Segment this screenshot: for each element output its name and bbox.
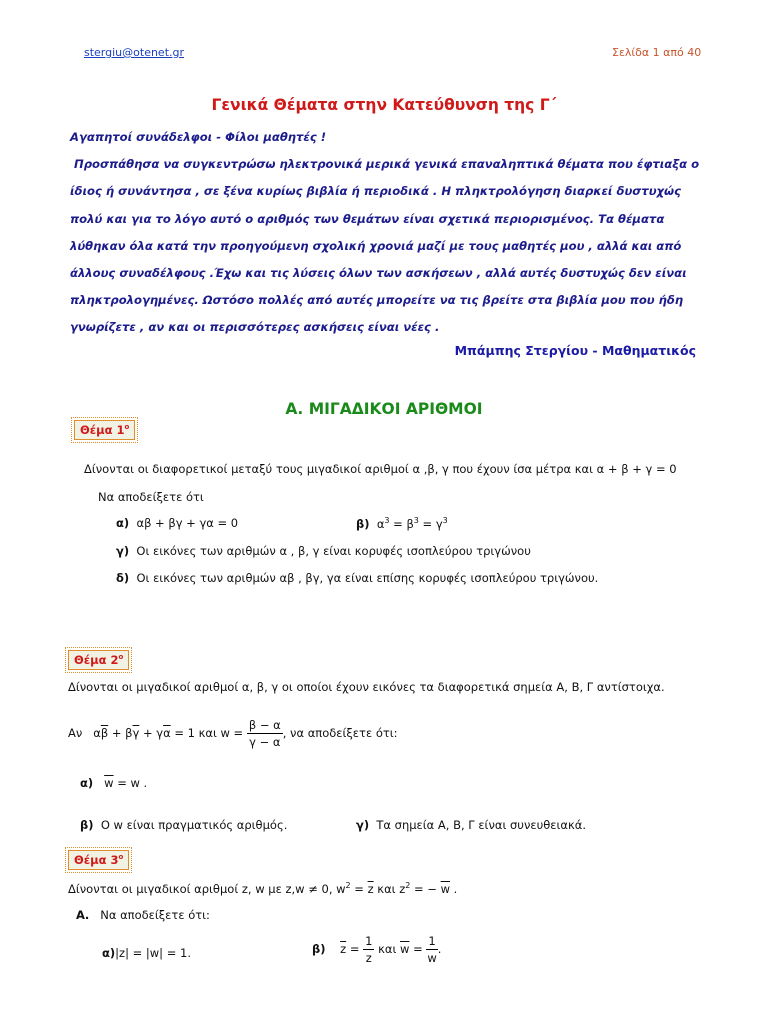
theme-3-label: Θέμα $3^o$ [68,850,129,870]
theme-3-statement: Δίνονται οι μιγαδικοί αριθμοί z, w με z,w ≠ 0, $w^2 = \overline{z}$ και $z^2$ = − $\overline{w}$ . [68,881,458,896]
theme-2-item-b: β) Ο w είναι πραγματικός αριθμός. [80,818,288,832]
theme-1-statement: Δίνονται οι διαφορετικοί μεταξύ τους μιγαδικοί αριθμοί α ,β, γ που έχουν ίσα μέτρα και α + β + γ = 0 [84,462,677,476]
section-title: Α. ΜΙΓΑΔΙΚΟΙ ΑΡΙΘΜΟΙ [285,400,483,418]
theme-1-item-g: γ) Οι εικόνες των αριθμών α , β, γ είναι κορυφές ισοπλεύρου τριγώνου [116,544,531,558]
intro-block [70,124,710,342]
theme-3-item-b: β) $\overline{z}$ = $\frac{1}{z}$ και $\overline{w}$ = $\frac{1}{w}$ . [312,934,442,965]
theme-2-label: Θέμα $2^o$ [68,650,129,670]
author-signature: Μπάμπης Στεργίου - Μαθηματικός [454,343,696,358]
theme-2-fraction: $\frac{\beta - \alpha}{\gamma - \alpha}$ [248,718,281,749]
theme-3-fraction-z: $\frac{1}{z}$ [365,934,373,965]
intro-greeting: Αγαπητοί συνάδελφοι - Φίλοι μαθητές ! [70,130,327,144]
theme-1-item-b: β) $\alpha^3 = \beta^3 = \gamma^3$ [356,516,448,531]
theme-1-item-a: α) αβ + βγ + γα = 0 [116,516,239,530]
email-link[interactable]: stergiu@otenet.gr [84,46,185,59]
theme-2-item-g: γ) Τα σημεία Α, Β, Γ είναι συνευθειακά. [356,818,586,832]
theme-2-statement: Δίνονται οι μιγαδικοί αριθμοί α, β, γ οι οποίοι έχουν εικόνες τα διαφορετικά σημεία Α, Β, Γ αντίστοιχα. [68,680,665,694]
document-title: Γενικά Θέματα στην Κατεύθυνση της Γ΄ [211,96,557,114]
theme-3-part-a: Α. Να αποδείξετε ότι: [76,908,210,922]
theme-2-item-a: α) $\overline{w} = w$ . [80,776,148,790]
theme-1-prove: Να αποδείξετε ότι [98,490,204,504]
theme-3-item-a: α)|z| = |w| = 1. [102,946,191,960]
theme-2-condition: Αν $\alpha\overline{\beta} + \beta\overline{\gamma} + \gamma\overline{\alpha} = 1$ και w = $\frac{\beta - \alpha}{\gamma - \alpha}$ , να αποδείξετε ότι: [68,718,398,749]
page-indicator: Σελίδα 1 από 40 [612,46,702,59]
theme-3-fraction-w: $\frac{1}{w}$ [427,934,437,965]
theme-1-item-d: δ) Οι εικόνες των αριθμών αβ , βγ, γα είναι επίσης κορυφές ισοπλεύρου τριγώνου. [116,571,599,585]
intro-paragraph: Προσπάθησα να συγκεντρώσω ηλεκτρονικά μερικά γενικά επαναληπτικά θέματα που έφτιαξα ο ίδιος ή συνάντησα , σε ξένα κυρίως βιβλία ή περιοδικά . Η πληκτρολόγηση διαρκεί δυστυχώς πολύ και για το λόγο αυτό ο αριθμός των θεμάτων είναι σχετικά περιορισμένος. Τα θέματα λύθηκαν όλα κατά την προηγούμενη σχολική χρονιά μαζί με τους μαθητές μου , αλλά και από άλλους συναδέλφους .Έχω και τις λύσεις όλων των ασκήσεων , αλλά αυτές δυστυχώς δεν είναι πληκτρολογημένες. Ωστόσο πολλές από αυτές μπορείτε να τις βρείτε στα βιβλία μου που ήδη γνωρίζετε , αν και οι περισσότερες ασκήσεις είναι νέες . [70,157,700,335]
theme-1-label: Θέμα $1^o$ [74,420,135,440]
